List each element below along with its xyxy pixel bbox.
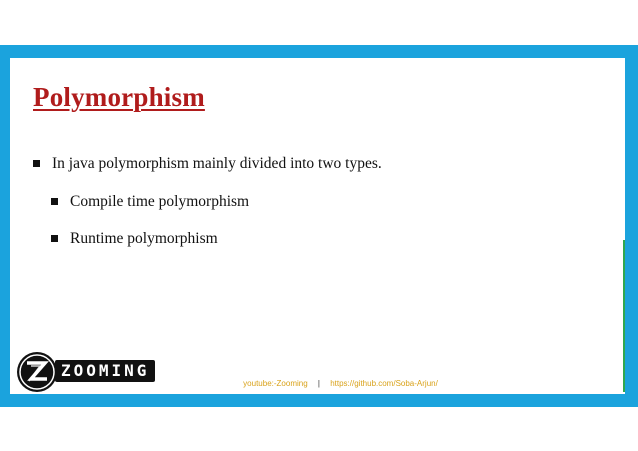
- square-bullet-icon: [51, 198, 58, 205]
- slide-title: Polymorphism: [33, 82, 205, 112]
- slide-frame: [0, 45, 638, 407]
- sub-bullet-item: [51, 192, 382, 212]
- slide: [10, 58, 625, 394]
- footer-separator: |: [317, 379, 320, 388]
- youtube-link[interactable]: youtube:-Zooming: [243, 379, 308, 388]
- bullet-item: [33, 154, 382, 174]
- square-bullet-icon: [33, 160, 40, 167]
- bullet-list: [33, 154, 382, 266]
- logo-wordmark: ZOOMING: [55, 360, 155, 382]
- square-bullet-icon: [51, 235, 58, 242]
- github-link[interactable]: https://github.com/Soba-Arjun/: [330, 379, 438, 388]
- bullet-text: Runtime polymorphism: [70, 230, 218, 247]
- sub-bullet-item: [51, 229, 382, 249]
- bullet-text: In java polymorphism mainly divided into two types.: [52, 155, 382, 172]
- bullet-text: Compile time polymorphism: [70, 193, 250, 210]
- green-accent-bar: [623, 240, 625, 392]
- footer: [10, 379, 625, 388]
